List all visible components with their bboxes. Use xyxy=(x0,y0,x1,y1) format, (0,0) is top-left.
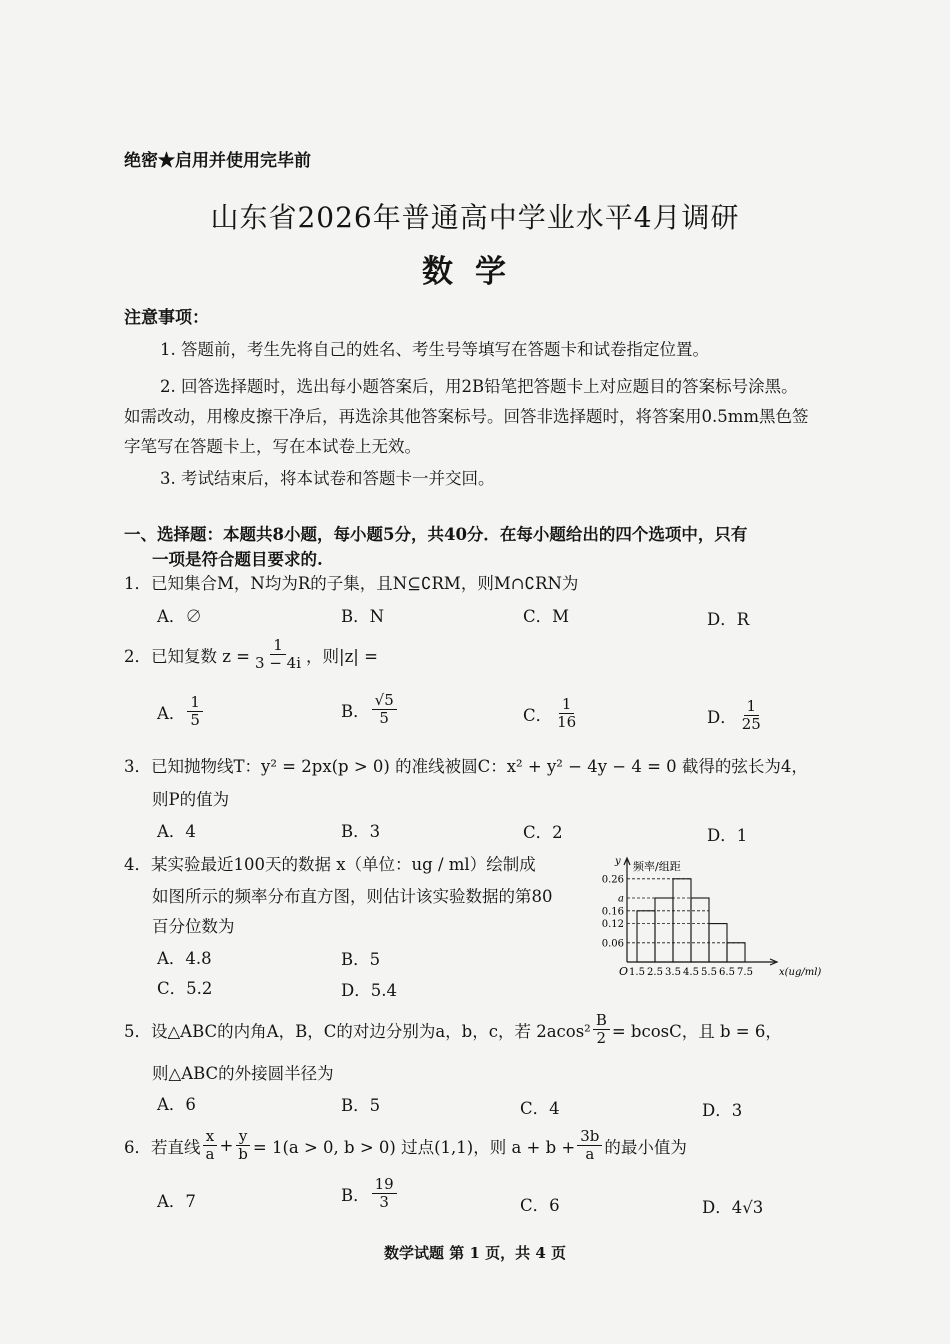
q3-option-d: D．1 xyxy=(707,826,748,845)
q6-option-b xyxy=(341,1176,399,1211)
q2-fraction xyxy=(252,637,304,672)
q1-option-a: A．∅ xyxy=(157,607,202,626)
q6-f2-num: y xyxy=(236,1128,250,1146)
notice-heading: 注意事项： xyxy=(124,308,209,328)
q1-option-d: D．R xyxy=(707,610,750,629)
q5-option-d: D．3 xyxy=(702,1101,743,1120)
subject-title: 数学 xyxy=(422,254,528,290)
histogram-chart xyxy=(601,852,835,980)
x-tick-label: 7.5 xyxy=(737,967,753,978)
q6-b-num: 19 xyxy=(372,1176,397,1194)
q6-f1-num: x xyxy=(203,1128,217,1146)
q6-b-den: 3 xyxy=(379,1193,389,1211)
x-tick-label: 5.5 xyxy=(701,967,717,978)
q4-option-a: A．4.8 xyxy=(157,949,212,968)
y-tick-label: 0.26 xyxy=(601,874,624,886)
q6-f3-num: 3b xyxy=(577,1128,602,1146)
q5-option-b: B．5 xyxy=(341,1096,381,1115)
q5-frac-num: B xyxy=(593,1012,610,1030)
y-tick-label: 0.12 xyxy=(601,919,624,931)
question-4-stem-line-2: 如图所示的频率分布直方图，则估计该实验数据的第80 xyxy=(152,887,553,906)
q1-option-b: B．N xyxy=(341,607,385,626)
q6-stem-mid: = 1(a > 0, b > 0) 过点(1,1)，则 a + b + xyxy=(252,1137,576,1157)
histogram-bar xyxy=(673,879,691,962)
q6-f1-den: a xyxy=(205,1145,215,1163)
x-tick-label: 6.5 xyxy=(719,967,735,978)
question-3-stem-line-2: 则P的值为 xyxy=(152,790,230,809)
q3-option-b: B．3 xyxy=(341,822,381,841)
q2-a-den: 5 xyxy=(190,711,200,729)
q2-c-den: 16 xyxy=(557,713,577,731)
q6-option-d: D．4√3 xyxy=(702,1198,764,1217)
section-heading-line-2: 一项是符合题目要求的. xyxy=(152,550,323,569)
x-tick-label: 2.5 xyxy=(647,967,663,978)
q6-option-a: A．7 xyxy=(157,1192,196,1211)
x-tick-label: 1.5 xyxy=(629,967,645,978)
q5-frac-den: 2 xyxy=(596,1029,607,1047)
notice-item-3: 3. 考试结束后，将本试卷和答题卡一并交回。 xyxy=(160,469,495,488)
question-3-stem-line-1: 3．已知抛物线T：y² = 2px(p > 0) 的准线被圆C：x² + y² − 4y − 4 = 0 截得的弦长为4， xyxy=(124,757,808,776)
q2-d-num: 1 xyxy=(744,698,760,716)
q2-option-c xyxy=(523,696,581,731)
histogram-bar xyxy=(637,911,655,962)
q5-stem-prefix: 5．设△ABC的内角A，B，C的对边分别为a，b，c，若 2acos² xyxy=(124,1021,591,1041)
q2-b-den: 5 xyxy=(379,709,389,727)
notice-item-2-line-2: 如需改动，用橡皮擦干净后，再选涂其他答案标号。回答非选择题时，将答案用0.5mm黑色签 xyxy=(124,407,809,426)
x-tick-label: 3.5 xyxy=(665,967,681,978)
q6-f2-den: b xyxy=(238,1145,248,1163)
q5-option-a: A．6 xyxy=(157,1095,196,1114)
q4-option-b: B．5 xyxy=(341,950,381,969)
q1-option-c: C．M xyxy=(523,607,570,626)
q5-stem-suffix: = bcosC，且 b = 6， xyxy=(611,1021,782,1041)
q6-option-c: C．6 xyxy=(520,1196,560,1215)
q2-stem-prefix: 2．已知复数 z = xyxy=(124,646,251,666)
q3-option-a: A．4 xyxy=(157,822,196,841)
q6-stem-suffix: 的最小值为 xyxy=(604,1137,687,1157)
q2-c-num: 1 xyxy=(559,696,575,714)
question-1-stem: 1．已知集合M，N均为R的子集，且N⊆∁RM，则M∩∁RN为 xyxy=(124,574,579,593)
question-5-stem-line-2: 则△ABC的外接圆半径为 xyxy=(152,1064,334,1083)
q2-option-d-label: D． xyxy=(707,707,737,727)
y-tick-label: a xyxy=(618,893,624,905)
question-6-stem xyxy=(124,1128,687,1163)
y-axis-title: 频率/组距 xyxy=(633,860,681,873)
q2-stem-suffix: ，则|z| = xyxy=(306,646,378,666)
origin-label: O xyxy=(619,965,629,978)
q2-option-a xyxy=(157,694,205,729)
question-4-stem-line-3: 百分位数为 xyxy=(152,917,235,936)
notice-item-2-line-1: 2. 回答选择题时，选出每小题答案后，用2B铅笔把答题卡上对应题目的答案标号涂黑。 xyxy=(160,377,798,396)
exam-title: 山东省2026年普通高中学业水平4月调研 xyxy=(210,201,740,234)
question-4-stem-line-1: 4．某实验最近100天的数据 x（单位：ug / ml）绘制成 xyxy=(124,855,536,874)
y-tick-label: 0.06 xyxy=(601,938,624,950)
q6-f3-den: a xyxy=(585,1145,595,1163)
q2-option-b xyxy=(341,692,399,727)
q2-option-d xyxy=(707,698,766,733)
q4-option-c: C．5.2 xyxy=(157,979,213,998)
q2-option-c-label: C． xyxy=(523,705,553,725)
q2-d-den: 25 xyxy=(741,715,761,733)
q2-frac-num: 1 xyxy=(270,637,286,655)
q4-option-d: D．5.4 xyxy=(341,981,397,1000)
q3-option-c: C．2 xyxy=(523,823,563,842)
notice-item-1: 1. 答题前，考生先将自己的姓名、考生号等填写在答题卡和试卷指定位置。 xyxy=(160,340,709,359)
q2-option-a-label: A． xyxy=(157,703,186,723)
histogram-bar xyxy=(727,943,745,962)
q5-option-c: C．4 xyxy=(520,1099,560,1118)
notice-item-2-line-3: 字笔写在答题卡上，写在本试卷上无效。 xyxy=(124,437,421,456)
q2-frac-den: 3 − 4i xyxy=(255,654,302,672)
q2-b-num: √5 xyxy=(372,692,397,710)
confidential-mark: 绝密★启用并使用完毕前 xyxy=(124,151,311,171)
q5-fraction xyxy=(593,1012,610,1047)
q2-option-b-label: B． xyxy=(341,701,370,721)
histogram-bar xyxy=(655,898,673,962)
question-5-stem-line-1 xyxy=(124,1012,782,1047)
question-2-stem xyxy=(124,637,378,672)
q2-a-num: 1 xyxy=(187,694,203,712)
y-tick-label: 0.16 xyxy=(601,906,624,918)
x-tick-label: 4.5 xyxy=(683,967,699,978)
section-heading-line-1: 一、选择题：本题共8小题，每小题5分，共40分．在每小题给出的四个选项中，只有 xyxy=(124,525,748,544)
q6-option-b-label: B． xyxy=(341,1185,370,1205)
q6-stem-prefix: 6．若直线 xyxy=(124,1137,201,1157)
x-axis-title: x(ug/ml) xyxy=(779,967,822,978)
histogram-bar xyxy=(691,898,709,962)
page-footer: 数学试题 第 1 页，共 4 页 xyxy=(384,1244,566,1262)
q6-plus: + xyxy=(219,1136,234,1155)
y-axis-letter: y xyxy=(615,856,621,867)
